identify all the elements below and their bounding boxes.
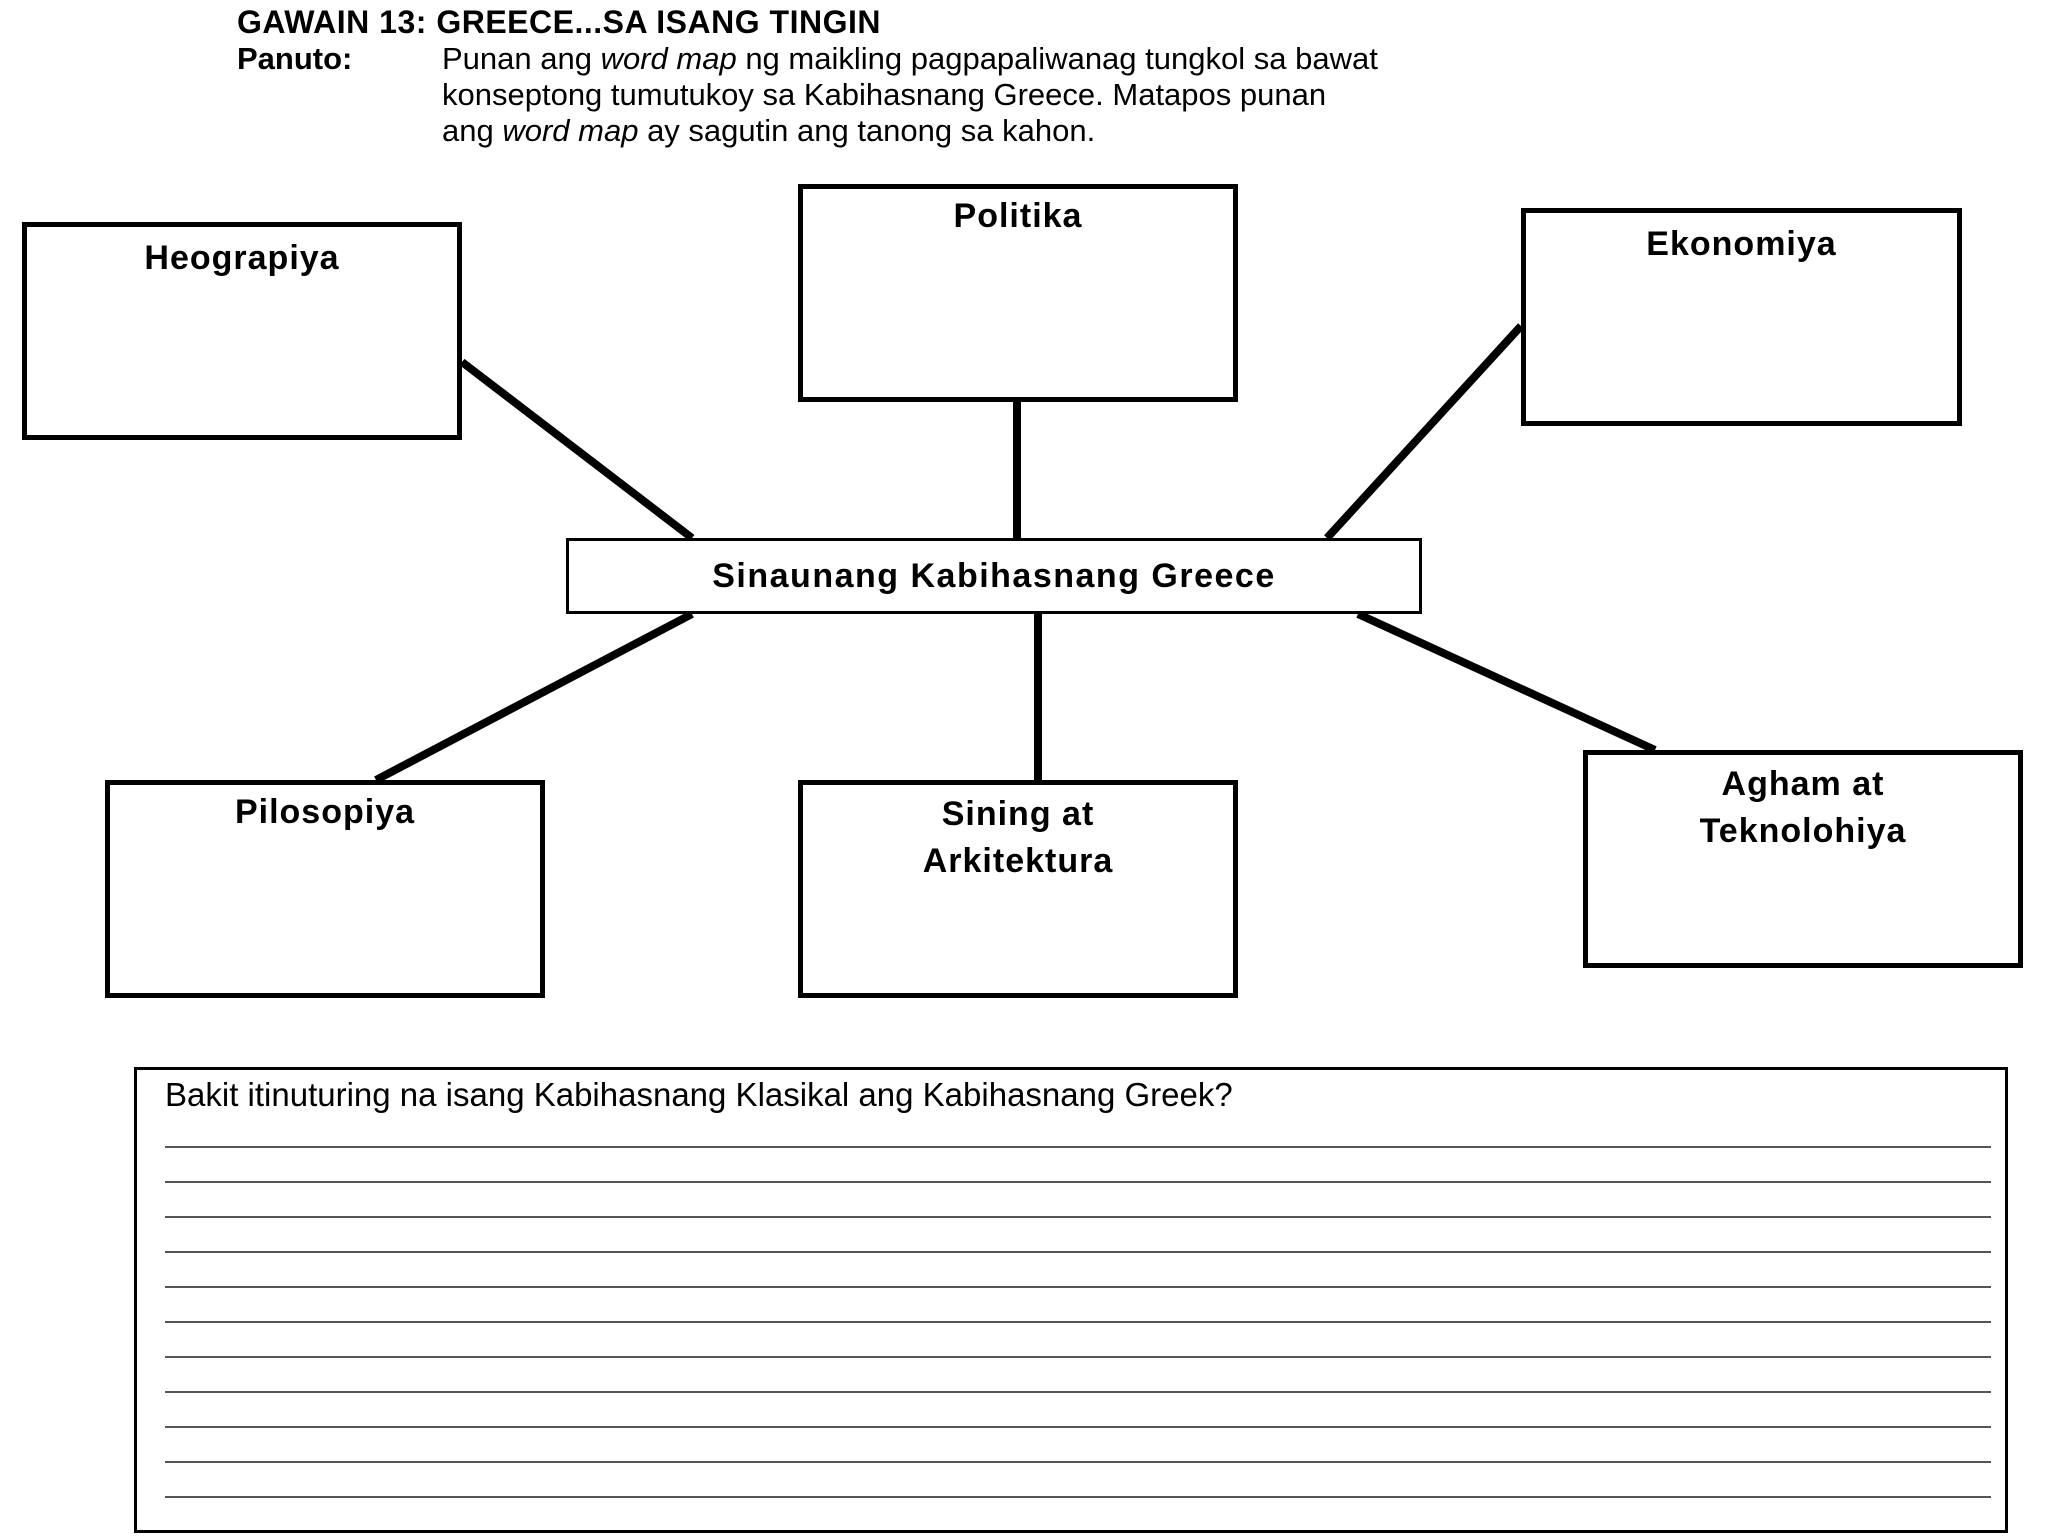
answer-line[interactable]: [165, 1181, 1991, 1183]
box-agham-label-1: Agham at: [1721, 765, 1885, 803]
box-ekonomiya-label: Ekonomiya: [1646, 225, 1837, 263]
box-pilosopiya-label: Pilosopiya: [234, 793, 416, 831]
center-node-label: Sinaunang Kabihasnang Greece: [712, 556, 1276, 595]
question-box[interactable]: [134, 1067, 2008, 1533]
box-ekonomiya[interactable]: [1521, 208, 1962, 426]
answer-line[interactable]: [165, 1496, 1991, 1498]
answer-line[interactable]: [165, 1146, 1991, 1148]
instruction-text: [442, 41, 1942, 149]
box-heograpiya[interactable]: [22, 222, 462, 440]
center-node: [566, 538, 1422, 614]
box-agham-label-2: Teknolohiya: [1699, 812, 1907, 850]
connector-ekonomiya: [1327, 326, 1521, 538]
answer-line[interactable]: [165, 1426, 1991, 1428]
box-sining-label-1: Sining at: [941, 795, 1095, 833]
box-sining-arkitektura[interactable]: [798, 780, 1238, 998]
instruction-line-3: ang word map ay sagutin ang tanong sa kahon.: [442, 113, 1096, 148]
instruction-line-1: Punan ang word map ng maikling pagpapaliwanag tungkol sa bawat: [442, 41, 1378, 76]
answer-line[interactable]: [165, 1321, 1991, 1323]
instruction-label: Panuto:: [237, 41, 353, 76]
answer-line[interactable]: [165, 1356, 1991, 1358]
box-sining-label-2: Arkitektura: [922, 842, 1114, 880]
box-heograpiya-label: Heograpiya: [144, 239, 340, 277]
connector-agham: [1358, 614, 1655, 750]
question-text: Bakit itinuturing na isang Kabihasnang Klasikal ang Kabihasnang Greek?: [165, 1076, 1233, 1113]
instruction-line-2: konseptong tumutukoy sa Kabihasnang Greece. Matapos punan: [442, 77, 1327, 112]
box-pilosopiya[interactable]: [105, 780, 545, 998]
connector-heograpiya: [462, 362, 692, 538]
answer-line[interactable]: [165, 1251, 1991, 1253]
box-politika-label: Politika: [953, 197, 1083, 235]
connector-pilosopiya: [376, 614, 692, 780]
answer-line[interactable]: [165, 1461, 1991, 1463]
answer-line[interactable]: [165, 1216, 1991, 1218]
box-agham-teknolohiya[interactable]: [1583, 750, 2023, 968]
answer-line[interactable]: [165, 1391, 1991, 1393]
box-politika[interactable]: [798, 184, 1238, 402]
worksheet-title: GAWAIN 13: GREECE...SA ISANG TINGIN: [237, 4, 881, 40]
answer-line[interactable]: [165, 1286, 1991, 1288]
